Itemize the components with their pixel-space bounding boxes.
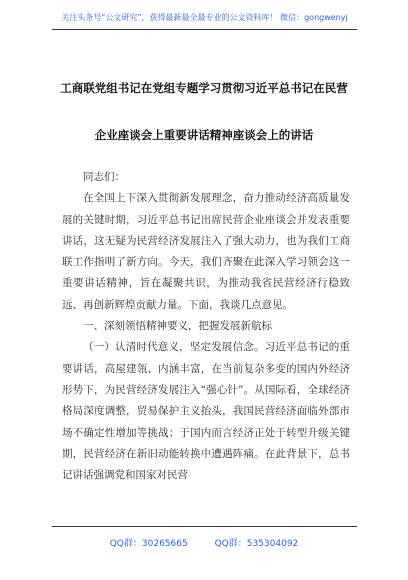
- document-title-line-1: 工商联党组书记在党组专题学习贯彻习近平总书记在民营: [60, 81, 348, 95]
- footer-divider: [52, 526, 357, 527]
- salutation: 同志们：: [83, 171, 125, 183]
- promo-banner: 关注头条号“公文研究”，获得最新最全最专业的公文资料库！ 微信：gongwenyj: [52, 12, 357, 30]
- paragraph-point-1: （一）认清时代意义，坚定发展信念。习近平总书记的重要讲话，高屋建瓴、内涵丰富，在当前复杂多变的国内外经济形势下，为民营经济发展注入“强心针”。从国际看，全球经济格局深度调整，贸易保护主义抬头，我国民营经济面临外部市场不确定性增加等挑战；于国内而言经济正处于转型升级关键期，民营经济在新旧动能转换中遭遇阵痛。在此背景下，总书记讲话强调党和国家对民营: [62, 341, 350, 482]
- section-heading-1: 一、深刻领悟精神要义，把握发展新航标: [83, 320, 272, 333]
- footer-contact: [0, 536, 408, 549]
- qq-group-1: QQ群：30265665: [109, 539, 188, 549]
- document-body: [62, 167, 350, 486]
- paragraph-intro: 在全国上下深入贯彻新发展理念，奋力推动经济高质量发展的关键时期，习近平总书记出席民营企业座谈会并发表重要讲话，这无疑为民营经济发展注入了强大动力，也为我们工商联工作指明了新方向。今天，我们齐聚在此深入学习领会这一重要讲话精神，旨在凝聚共识，为推动我省民营经济行稳致远、再创新辉煌贡献力量。下面，我谈几点意见。: [62, 192, 350, 311]
- document-title-line-2: 企业座谈会上重要讲话精神座谈会上的讲话: [94, 128, 314, 142]
- qq-group-2: QQ群：535304092: [214, 539, 299, 549]
